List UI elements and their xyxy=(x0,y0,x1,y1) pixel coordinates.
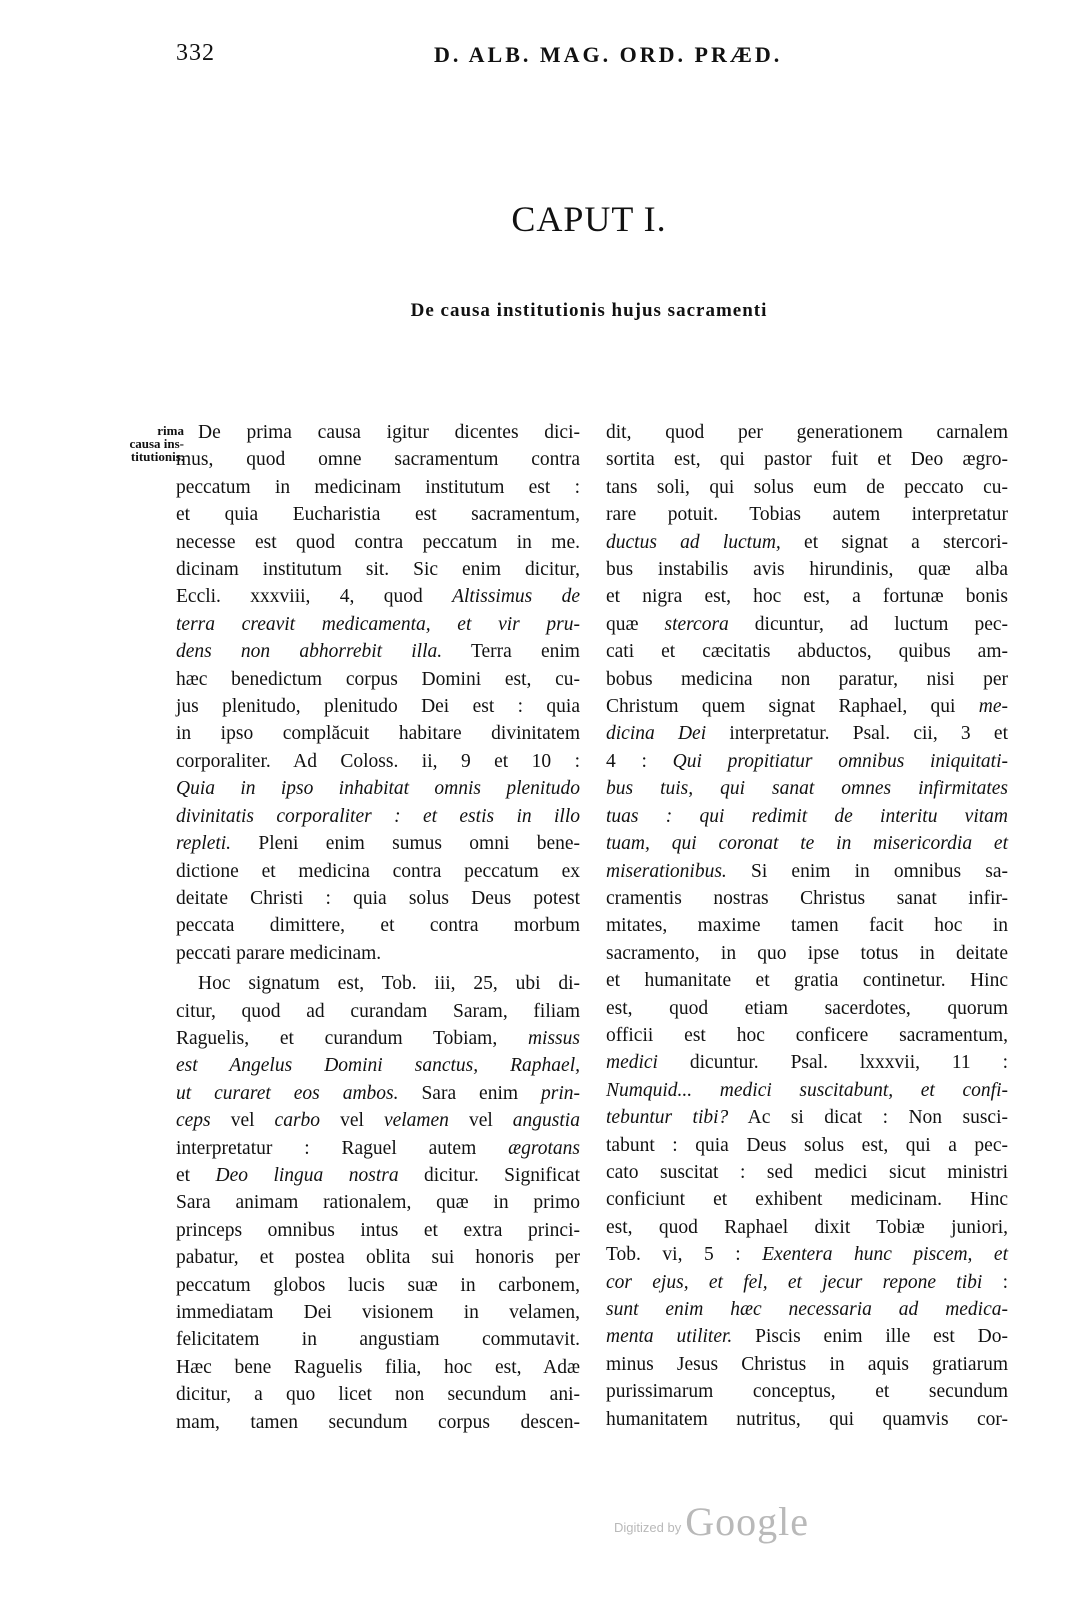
text-line xyxy=(176,998,580,1025)
margin-note-line: titutionis. xyxy=(130,449,184,464)
text-line xyxy=(606,1214,1008,1241)
text-segment: purissimarum conceptus, et secundum xyxy=(606,1381,1008,1403)
italic-text-segment: Quia in ipso inhabitat omnis plenitudo xyxy=(176,778,580,800)
text-segment: in ipso complăcuit habitare divinitatem xyxy=(176,723,580,745)
italic-text-segment: ut curaret eos ambos. xyxy=(176,1082,399,1104)
text-line xyxy=(606,1132,1008,1159)
text-segment: est, quod Raphael dixit Tobiæ juniori, xyxy=(606,1216,1008,1238)
text-line xyxy=(606,1351,1008,1378)
text-line xyxy=(176,858,580,885)
text-line xyxy=(606,858,1008,885)
text-line xyxy=(606,1049,1008,1076)
italic-text-segment: stercora xyxy=(664,613,729,635)
text-line xyxy=(606,1269,1008,1296)
text-segment: Hoc signatum est, Tob. iii, 25, ubi di- xyxy=(198,973,580,995)
italic-text-segment: dens non abhorrebit illa. xyxy=(176,641,443,663)
text-segment: Eccli. xxxviii, 4, quod xyxy=(176,586,453,608)
italic-text-segment: ductus ad luctum, xyxy=(606,531,781,553)
text-line xyxy=(606,1159,1008,1186)
text-segment: princeps omnibus intus et extra princi- xyxy=(176,1219,580,1241)
text-line xyxy=(606,803,1008,830)
text-line xyxy=(606,1378,1008,1405)
text-line xyxy=(176,830,580,857)
text-segment: Si enim in omnibus sa- xyxy=(726,860,1008,882)
italic-text-segment: ceps xyxy=(176,1110,211,1132)
text-segment: et signat a stercori- xyxy=(780,531,1008,553)
text-line xyxy=(176,529,580,556)
text-segment: Raguelis, et curandum Tobiam, xyxy=(176,1027,528,1049)
text-line xyxy=(176,748,580,775)
text-segment: bus instabilis avis hirundinis, quæ alba xyxy=(606,559,1008,581)
text-line xyxy=(176,912,580,939)
text-segment: dicinam institutum sit. Sic enim dicitur, xyxy=(176,559,580,581)
text-segment: cramentis nostras Christus sanat infir- xyxy=(606,887,1008,909)
text-line xyxy=(606,995,1008,1022)
text-line xyxy=(176,1107,580,1134)
text-line xyxy=(176,1326,580,1353)
text-segment: Sara enim xyxy=(398,1082,541,1104)
chapter-title: CAPUT I. xyxy=(511,199,667,239)
italic-text-segment: Altissimus de xyxy=(452,586,580,608)
text-segment: et humanitate et gratia continetur. Hinc xyxy=(606,970,1008,992)
text-segment: vel xyxy=(210,1110,275,1132)
text-line xyxy=(606,474,1008,501)
text-line xyxy=(606,940,1008,967)
text-segment: dit, quod per generationem carnalem xyxy=(606,422,1008,443)
italic-text-segment: repleti. xyxy=(176,833,232,855)
italic-text-segment: bus tuis, qui sanat omnes infirmitates xyxy=(606,778,1008,800)
text-line xyxy=(606,1022,1008,1049)
watermark-small-text: Digitized by xyxy=(614,1520,682,1535)
text-line xyxy=(176,583,580,610)
italic-text-segment: ægrotans xyxy=(508,1137,580,1159)
text-segment: et nigra est, hoc est, a fortunæ bonis xyxy=(606,586,1008,608)
text-segment: 4 : xyxy=(606,750,673,772)
text-line xyxy=(606,1186,1008,1213)
google-logo: Google xyxy=(685,1499,809,1544)
text-line xyxy=(176,474,580,501)
italic-text-segment: Qui propitiatur omnibus iniquitati- xyxy=(672,750,1009,772)
text-line xyxy=(176,446,580,473)
text-line xyxy=(176,638,580,665)
text-segment: rare potuit. Tobias autem interpretatur xyxy=(606,504,1008,526)
text-segment: peccata dimittere, et contra morbum xyxy=(176,915,580,937)
margin-note-line: causa ins- xyxy=(129,436,184,451)
italic-text-segment: Deo lingua nostra xyxy=(215,1164,399,1186)
text-line xyxy=(176,885,580,912)
text-line xyxy=(606,583,1008,610)
page-number: 332 xyxy=(176,40,215,66)
text-line xyxy=(176,1080,580,1107)
text-segment: felicitatem in angustiam commutavit. xyxy=(176,1329,580,1351)
text-segment: deitate Christi : quia solus Deus potest xyxy=(176,887,580,909)
italic-text-segment: dicina Dei xyxy=(606,723,707,745)
text-segment: mitates, maxime tamen facit hoc in xyxy=(606,915,1008,937)
text-line xyxy=(606,885,1008,912)
text-segment: dicitur, a quo licet non secundum ani- xyxy=(176,1384,580,1406)
text-segment: minus Jesus Christus in aquis gratiarum xyxy=(606,1353,1008,1375)
text-segment: peccati parare medicinam. xyxy=(176,942,382,964)
text-line xyxy=(606,720,1008,747)
text-segment: humanitatem nutritus, qui quamvis cor- xyxy=(606,1408,1008,1430)
text-segment: hæc benedictum corpus Domini est, cu- xyxy=(176,668,580,690)
text-line xyxy=(606,1241,1008,1268)
text-line xyxy=(606,1104,1008,1131)
text-segment: jus plenitudo, plenitudo Dei est : quia xyxy=(176,696,580,718)
text-segment: cati et cæcitatis abductos, quibus am- xyxy=(606,641,1008,663)
italic-text-segment: Numquid... medici suscitabunt, et confi- xyxy=(606,1079,1008,1101)
text-segment: Sara animam rationalem, quæ in primo xyxy=(176,1192,580,1214)
text-line xyxy=(606,1323,1008,1350)
text-segment: interpretatur : Raguel autem xyxy=(176,1137,509,1159)
text-segment: Piscis enim ille est Do- xyxy=(732,1326,1008,1348)
text-segment: cato suscitat : sed medici sicut ministri xyxy=(606,1161,1008,1183)
text-segment: dicuntur, ad luctum pec- xyxy=(728,613,1008,635)
italic-text-segment: menta utiliter. xyxy=(606,1326,733,1348)
text-line xyxy=(606,446,1008,473)
text-line xyxy=(606,501,1008,528)
text-line xyxy=(176,775,580,802)
text-segment: et xyxy=(176,1164,216,1186)
italic-text-segment: medici xyxy=(606,1052,658,1074)
italic-text-segment: me- xyxy=(978,696,1008,718)
text-segment: sacramento, in quo ipse totus in deitate xyxy=(606,942,1008,964)
text-line xyxy=(606,611,1008,638)
chapter-subtitle: De causa institutionis hujus sacramenti xyxy=(410,300,768,321)
italic-text-segment: missus xyxy=(527,1027,580,1049)
text-line xyxy=(606,775,1008,802)
text-segment: tans soli, qui solus eum de peccato cu- xyxy=(606,476,1008,498)
text-segment: Terra enim xyxy=(442,641,580,663)
text-segment: quæ xyxy=(606,613,665,635)
text-segment: Ac si dicat : Non susci- xyxy=(728,1107,1008,1129)
italic-text-segment: tuam, qui coronat te in misericordia et xyxy=(606,833,1008,855)
text-segment: Tob. vi, 5 : xyxy=(606,1244,763,1266)
text-segment: peccatum globos lucis suæ in carbonem, xyxy=(176,1274,580,1296)
text-line xyxy=(176,611,580,638)
italic-text-segment: velamen xyxy=(383,1110,449,1132)
left-text-column xyxy=(176,419,580,1436)
text-line xyxy=(176,1409,580,1436)
text-line xyxy=(176,1025,580,1052)
text-line xyxy=(176,1381,580,1408)
italic-text-segment: tuas : qui redimit de interitu vitam xyxy=(606,805,1008,827)
text-line xyxy=(176,1354,580,1381)
text-segment: sortita est, qui pastor fuit et Deo ægro- xyxy=(606,449,1008,471)
text-line xyxy=(606,556,1008,583)
text-line xyxy=(176,1217,580,1244)
italic-text-segment: prin- xyxy=(541,1082,580,1104)
text-line xyxy=(176,940,580,967)
text-segment: bobus medicina non paratur, nisi per xyxy=(606,668,1008,690)
text-segment: dicuntur. Psal. lxxxvii, 11 : xyxy=(657,1052,1008,1074)
text-line xyxy=(606,912,1008,939)
text-line xyxy=(606,638,1008,665)
text-line xyxy=(176,1272,580,1299)
text-segment: tabunt : quia Deus solus est, qui a pec- xyxy=(606,1134,1008,1156)
margin-note-line: rima xyxy=(157,423,184,438)
text-segment: Pleni enim sumus omni bene- xyxy=(231,833,580,855)
text-segment: mus, quod omne sacramentum contra xyxy=(176,449,580,471)
text-segment: citur, quod ad curandam Saram, filiam xyxy=(176,1000,580,1022)
italic-text-segment: carbo xyxy=(274,1110,321,1132)
text-line xyxy=(176,1135,580,1162)
italic-text-segment: terra creavit medicamenta, et vir pru- xyxy=(176,613,580,635)
text-line xyxy=(606,693,1008,720)
italic-text-segment: Exentera hunc piscem, et xyxy=(762,1244,1008,1266)
google-watermark xyxy=(614,1498,809,1545)
italic-text-segment: est Angelus Domini sanctus, Raphael, xyxy=(176,1055,580,1077)
text-line xyxy=(176,720,580,747)
text-segment: peccatum in medicinam institutum est : xyxy=(176,476,580,498)
text-segment: De prima causa igitur dicentes dici- xyxy=(198,422,580,443)
text-segment: et quia Eucharistia est sacramentum, xyxy=(176,504,580,526)
italic-text-segment: tebuntur tibi? xyxy=(606,1107,729,1129)
text-segment: : xyxy=(982,1271,1008,1293)
text-line xyxy=(606,419,1008,446)
text-line xyxy=(606,1296,1008,1323)
text-line xyxy=(606,1406,1008,1433)
text-line xyxy=(176,970,580,997)
text-segment: Christum quem signat Raphael, qui xyxy=(606,696,979,718)
text-segment: conficiunt et exhibent medicinam. Hinc xyxy=(606,1189,1008,1211)
text-line xyxy=(176,803,580,830)
text-segment: vel xyxy=(320,1110,384,1132)
text-segment: officii est hoc conficere sacramentum, xyxy=(606,1024,1008,1046)
text-segment: dictione et medicina contra peccatum ex xyxy=(176,860,580,882)
text-line xyxy=(176,556,580,583)
text-line xyxy=(606,748,1008,775)
text-segment: mam, tamen secundum corpus descen- xyxy=(176,1411,580,1433)
italic-text-segment: angustia xyxy=(512,1110,580,1132)
text-segment: dicitur. Significat xyxy=(398,1164,581,1186)
text-segment: vel xyxy=(448,1110,513,1132)
text-line xyxy=(606,967,1008,994)
text-segment: interpretatur. Psal. cii, 3 et xyxy=(706,723,1008,745)
text-line xyxy=(606,830,1008,857)
text-segment: necesse est quod contra peccatum in me. xyxy=(176,531,580,553)
text-line xyxy=(606,529,1008,556)
right-text-column xyxy=(606,419,1008,1433)
text-line xyxy=(176,666,580,693)
italic-text-segment: cor ejus, et fel, et jecur repone tibi xyxy=(606,1271,983,1293)
italic-text-segment: sunt enim hæc necessaria ad medica- xyxy=(606,1299,1008,1320)
text-segment: pabatur, et postea oblita sui honoris per xyxy=(176,1247,580,1269)
text-line xyxy=(176,419,580,446)
text-segment: corporaliter. Ad Coloss. ii, 9 et 10 : xyxy=(176,750,580,772)
text-line xyxy=(176,1162,580,1189)
margin-note xyxy=(84,424,184,463)
text-line xyxy=(606,1077,1008,1104)
text-segment: immediatam Dei visionem in velamen, xyxy=(176,1302,580,1323)
text-line xyxy=(176,1244,580,1271)
text-segment: Hæc bene Raguelis filia, hoc est, Adæ xyxy=(176,1356,580,1378)
text-line xyxy=(176,1299,580,1326)
running-title: D. ALB. MAG. ORD. PRÆD. xyxy=(434,42,783,67)
italic-text-segment: divinitatis corporaliter : et estis in illo xyxy=(176,805,580,827)
text-line xyxy=(176,693,580,720)
text-line xyxy=(176,1052,580,1079)
text-line xyxy=(176,501,580,528)
text-line xyxy=(606,666,1008,693)
text-line xyxy=(176,1189,580,1216)
italic-text-segment: miserationibus. xyxy=(606,860,727,882)
text-segment: est, quod etiam sacerdotes, quorum xyxy=(606,997,1008,1019)
